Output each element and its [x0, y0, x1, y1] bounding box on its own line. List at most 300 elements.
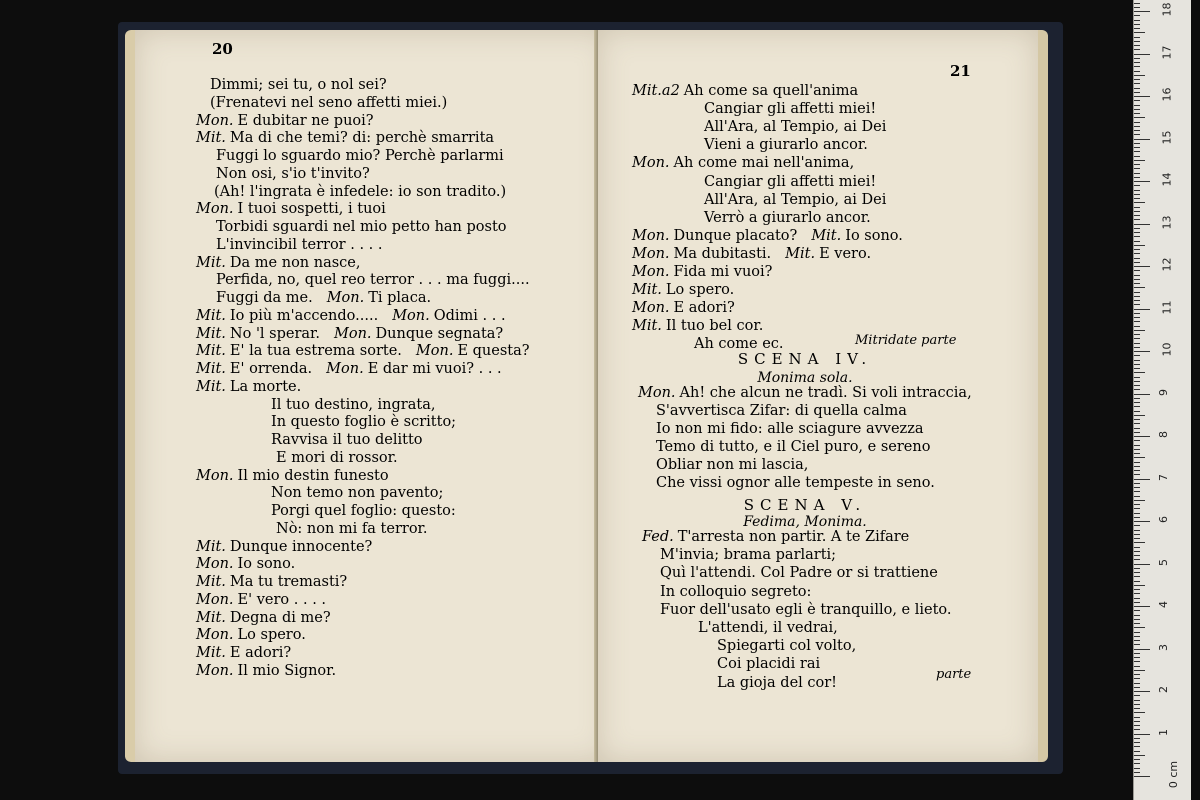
- ruler-tick: [1134, 338, 1140, 339]
- ruler-tick: [1134, 483, 1140, 484]
- ruler-tick: [1134, 704, 1140, 705]
- ruler-tick: [1134, 640, 1140, 641]
- ruler-tick: [1134, 292, 1140, 293]
- ruler-tick: [1134, 415, 1145, 416]
- scene-4-subheading: Monima sola.: [757, 370, 853, 386]
- ruler-tick: [1134, 364, 1140, 365]
- speaker-label: Mon.: [638, 385, 676, 401]
- ruler-tick: [1134, 275, 1140, 276]
- speaker-label: Mon.: [632, 300, 670, 317]
- verse-text: T'arresta non partir. A te Zifare: [677, 529, 910, 545]
- ruler-tick: [1134, 279, 1140, 280]
- verse-text: Ma di che temi? di: perchè smarrita: [229, 130, 495, 147]
- ruler-tick: [1134, 517, 1140, 518]
- ruler-tick: [1134, 45, 1140, 46]
- ruler-tick: [1134, 49, 1140, 50]
- verse-text: E dar mi vuoi? . . .: [367, 361, 502, 377]
- ruler-tick: [1134, 649, 1150, 650]
- text-line: [632, 263, 772, 281]
- ruler-tick: [1134, 538, 1140, 539]
- verse-text: Fuggi lo sguardo mio? Perchè parlarmi: [216, 148, 504, 164]
- ruler-tick: [1134, 219, 1140, 220]
- text-line: [216, 236, 383, 254]
- ruler-tick: [1134, 313, 1140, 314]
- ruler-tick: [1134, 88, 1140, 89]
- speaker-label: Mon.: [196, 112, 234, 129]
- speaker-label: Mon.: [392, 307, 430, 324]
- ruler-tick: [1134, 712, 1145, 713]
- ruler-tick: [1134, 755, 1145, 756]
- ruler-tick: [1134, 309, 1150, 310]
- text-line: [632, 245, 871, 263]
- ruler-tick: [1134, 122, 1140, 123]
- text-line: [271, 413, 456, 431]
- ruler-tick: [1134, 508, 1140, 509]
- ruler-tick: [1134, 466, 1140, 467]
- ruler-tick: [1134, 304, 1140, 305]
- ruler-tick: [1134, 79, 1140, 80]
- ruler-tick: [1134, 772, 1140, 773]
- ruler-tick: [1134, 411, 1140, 412]
- ruler-tick: [1134, 211, 1140, 212]
- text-line: [632, 299, 735, 317]
- verse-text: Ah come ec.: [694, 336, 784, 353]
- ruler-tick: [1134, 487, 1140, 488]
- ruler-tick: [1134, 462, 1140, 463]
- ruler-tick: [1134, 66, 1140, 67]
- ruler-tick: [1134, 653, 1140, 654]
- ruler-tick: [1134, 241, 1140, 242]
- verse-text: Spiegarti col volto,: [717, 638, 857, 655]
- ruler-tick: [1134, 623, 1140, 624]
- ruler-tick: [1134, 398, 1140, 399]
- ruler-tick: [1134, 126, 1140, 127]
- text-line: [717, 637, 856, 655]
- ruler-tick: [1134, 232, 1140, 233]
- ruler-tick: [1134, 62, 1140, 63]
- verse-text: Il tuo destino, ingrata,: [271, 396, 436, 413]
- verse-text: S'avvertisca Zifar: di quella calma: [656, 403, 907, 419]
- verse-text: E questa?: [457, 343, 530, 360]
- verse-text: Quì l'attendi. Col Padre or si trattiene: [660, 565, 938, 582]
- ruler-tick: [1134, 585, 1145, 586]
- verse-text: Ah come mai nell'anima,: [673, 155, 855, 172]
- ruler-label: 10: [1160, 342, 1174, 357]
- speaker-label: Mon.: [415, 343, 454, 360]
- speaker-label: Mit.: [811, 227, 842, 244]
- text-line: [196, 129, 494, 147]
- ruler-tick: [1134, 296, 1140, 297]
- verse-text: Temo di tutto, e il Ciel puro, e sereno: [656, 439, 931, 455]
- ruler-tick: [1134, 58, 1140, 59]
- text-line: [704, 118, 886, 136]
- ruler-label: 14: [1160, 172, 1174, 187]
- ruler-tick: [1134, 202, 1145, 203]
- ruler-tick: [1134, 75, 1145, 76]
- text-line: [196, 254, 361, 272]
- verse-text: Vieni a giurarlo ancor.: [704, 137, 868, 154]
- verse-text: E' vero . . . .: [237, 591, 327, 608]
- speaker-label: Mit.: [196, 307, 226, 324]
- ruler-tick: [1134, 589, 1140, 590]
- ruler-tick: [1134, 54, 1150, 55]
- ruler-tick: [1134, 632, 1140, 633]
- ruler-tick: [1134, 759, 1140, 760]
- text-line: [271, 396, 435, 414]
- ruler-label: 9: [1157, 388, 1170, 396]
- ruler-tick: [1134, 394, 1150, 395]
- verse-text: Io sono.: [237, 556, 296, 573]
- ruler-tick: [1134, 300, 1140, 301]
- ruler-tick: [1134, 657, 1140, 658]
- text-line: [271, 502, 456, 520]
- scene-4-heading: SCENA IV.: [737, 350, 873, 368]
- ruler-tick: [1134, 190, 1140, 191]
- verse-text: Dunque innocente?: [229, 538, 373, 555]
- text-line: [196, 307, 506, 325]
- ruler-tick: [1134, 674, 1140, 675]
- speaker-label: Mit.: [196, 325, 226, 342]
- ruler-tick: [1134, 194, 1140, 195]
- text-line: [704, 191, 886, 209]
- verse-text: Che vissi ognor alle tempeste in seno.: [656, 475, 935, 491]
- verse-text: Porgi quel foglio: questo:: [271, 503, 456, 519]
- text-line: [704, 173, 876, 191]
- ruler-tick: [1134, 670, 1145, 671]
- ruler-tick: [1134, 151, 1140, 152]
- speaker-label: Mit.: [196, 361, 226, 377]
- text-line: [214, 183, 506, 201]
- verse-text: Fida mi vuoi?: [673, 264, 773, 280]
- ruler-tick: [1134, 470, 1140, 471]
- speaker-label: Fed.: [642, 529, 674, 545]
- ruler-tick: [1134, 746, 1140, 747]
- ruler-tick: [1134, 262, 1140, 263]
- text-line: [196, 112, 374, 130]
- ruler-tick: [1134, 708, 1140, 709]
- speaker-label: Mon.: [632, 245, 670, 262]
- ruler-label: 18: [1160, 2, 1174, 17]
- ruler-tick: [1134, 24, 1140, 25]
- verse-text: La gioja del cor!: [717, 674, 838, 691]
- text-line: [196, 538, 372, 556]
- ruler-label: 7: [1157, 473, 1170, 481]
- ruler-tick: [1134, 436, 1150, 437]
- ruler-tick: [1134, 530, 1140, 531]
- verse-text: Odimi . . .: [433, 307, 506, 324]
- text-line: [196, 342, 530, 360]
- text-line: [196, 555, 295, 573]
- speaker-label: Mit.: [196, 378, 226, 395]
- ruler-tick: [1134, 721, 1140, 722]
- text-line: [196, 573, 347, 591]
- speaker-label: Mon.: [196, 591, 234, 608]
- ruler-tick: [1134, 666, 1140, 667]
- ruler-tick: [1134, 236, 1140, 237]
- ruler-tick: [1134, 177, 1140, 178]
- ruler-tick: [1134, 83, 1140, 84]
- ruler-tick: [1134, 474, 1140, 475]
- speaker-label: Mit.: [196, 130, 226, 147]
- text-line: [632, 281, 734, 299]
- speaker-label: Mon.: [196, 201, 234, 218]
- verse-text: E dubitar ne puoi?: [237, 112, 374, 129]
- ruler-label: 17: [1160, 45, 1174, 59]
- speaker-label: Mit.: [632, 282, 662, 299]
- verse-text: Nò: non mi fa terror.: [276, 520, 428, 537]
- verse-text: All'Ara, al Tempio, ai Dei: [704, 191, 887, 208]
- speaker-label: Mit.: [196, 343, 226, 360]
- text-line: [660, 564, 938, 582]
- ruler-tick: [1134, 598, 1140, 599]
- ruler-tick: [1134, 576, 1140, 577]
- verse-text: Ah come sa quell'anima: [683, 83, 859, 99]
- verse-text: I tuoi sospetti, i tuoi: [237, 201, 386, 218]
- verse-text: In questo foglio è scritto;: [271, 414, 457, 431]
- ruler-tick: [1134, 534, 1140, 535]
- text-line: [196, 662, 336, 680]
- text-line: [660, 546, 836, 564]
- verse-text: E adori?: [229, 645, 292, 661]
- ruler-tick: [1134, 695, 1140, 696]
- text-line: [632, 317, 763, 335]
- measurement-ruler: [1133, 0, 1191, 800]
- text-line: [276, 520, 428, 538]
- ruler-tick: [1134, 168, 1140, 169]
- verse-text: Verrò a giurarlo ancor.: [704, 209, 871, 226]
- ruler-tick: [1134, 143, 1140, 144]
- ruler-tick: [1134, 381, 1140, 382]
- ruler-tick: [1134, 355, 1140, 356]
- text-line: [704, 209, 871, 227]
- verse-text: Cangiar gli affetti miei!: [704, 173, 877, 190]
- ruler-label: 4: [1157, 601, 1170, 608]
- verse-text: Ma dubitasti.: [673, 245, 772, 262]
- exit-note-fedima: parte: [936, 667, 972, 682]
- ruler-tick: [1134, 160, 1145, 161]
- ruler-tick: [1134, 725, 1140, 726]
- verse-text: La morte.: [229, 378, 302, 395]
- text-line: [271, 431, 423, 449]
- ruler-tick: [1134, 619, 1140, 620]
- text-line: [210, 94, 447, 112]
- ruler-tick: [1134, 564, 1150, 565]
- text-line: [196, 609, 331, 627]
- ruler-tick: [1134, 287, 1145, 288]
- verse-text: M'invia; brama parlarti;: [660, 547, 837, 564]
- ruler-tick: [1134, 228, 1140, 229]
- ruler-tick: [1134, 71, 1140, 72]
- text-line: [632, 82, 858, 100]
- verse-text: Ah! che alcun ne tradì. Si voli intraccia,: [679, 385, 972, 401]
- ruler-tick: [1134, 389, 1140, 390]
- ruler-tick: [1134, 105, 1140, 106]
- ruler-label: 12: [1160, 257, 1174, 272]
- ruler-tick: [1134, 326, 1140, 327]
- verse-text: Il mio Signor.: [237, 662, 337, 679]
- ruler-tick: [1134, 41, 1140, 42]
- ruler-tick: [1134, 130, 1140, 131]
- text-line: [660, 583, 811, 601]
- verse-text: Lo spero.: [665, 282, 735, 299]
- ruler-tick: [1134, 330, 1145, 331]
- ruler-tick: [1134, 351, 1150, 352]
- ruler-tick: [1134, 258, 1140, 259]
- ruler-label: 13: [1160, 215, 1174, 229]
- ruler-tick: [1134, 360, 1140, 361]
- ruler-tick: [1134, 568, 1140, 569]
- ruler-tick: [1134, 164, 1140, 165]
- speaker-label: Mon.: [632, 264, 670, 280]
- verse-text: Cangiar gli affetti miei!: [704, 101, 877, 118]
- verse-text: Obliar non mi lascia,: [656, 457, 809, 473]
- ruler-tick: [1134, 317, 1140, 318]
- text-line: [216, 218, 507, 236]
- ruler-tick: [1134, 100, 1140, 101]
- verse-text: Ma tu tremasti?: [229, 574, 348, 590]
- verse-text: Io più m'accendo.....: [229, 307, 379, 324]
- text-line: [632, 154, 854, 172]
- verse-text: No 'l sperar.: [229, 325, 321, 342]
- ruler-tick: [1134, 185, 1140, 186]
- ruler-tick: [1134, 37, 1140, 38]
- ruler-tick: [1134, 593, 1140, 594]
- ruler-tick: [1134, 521, 1150, 522]
- text-line: [632, 227, 903, 245]
- ruler-tick: [1134, 253, 1140, 254]
- verse-text: E adori?: [673, 300, 735, 317]
- ruler-label: 1: [1157, 728, 1170, 736]
- verse-text: Ti placa.: [368, 290, 432, 306]
- ruler-tick: [1134, 11, 1150, 12]
- ruler-tick: [1134, 551, 1140, 552]
- ruler-tick: [1134, 683, 1140, 684]
- verse-text: In colloquio segreto:: [660, 583, 812, 600]
- verse-text: (Ah! l'ingrata è infedele: io son tradito.): [214, 183, 507, 200]
- ruler-label: 0 cm: [1167, 760, 1181, 789]
- ruler-tick: [1134, 440, 1140, 441]
- ruler-tick: [1134, 245, 1145, 246]
- text-line: [196, 378, 301, 396]
- verse-text: Dimmi; sei tu, o nol sei?: [210, 77, 387, 93]
- speaker-label: Mit.: [785, 245, 816, 262]
- ruler-label: 2: [1157, 686, 1170, 693]
- text-line: [196, 325, 503, 343]
- ruler-tick: [1134, 334, 1140, 335]
- ruler-tick: [1134, 768, 1140, 769]
- ruler-tick: [1134, 572, 1140, 573]
- ruler-label: 3: [1157, 643, 1170, 651]
- ruler-tick: [1134, 610, 1140, 611]
- ruler-tick: [1134, 96, 1150, 97]
- ruler-tick: [1134, 457, 1145, 458]
- ruler-tick: [1134, 270, 1140, 271]
- ruler-tick: [1134, 207, 1140, 208]
- text-line: [642, 528, 909, 546]
- ruler-tick: [1134, 7, 1140, 8]
- ruler-tick: [1134, 377, 1140, 378]
- ruler-tick: [1134, 385, 1140, 386]
- ruler-tick: [1134, 602, 1140, 603]
- ruler-tick: [1134, 117, 1145, 118]
- speaker-label: Mon.: [196, 662, 234, 679]
- verse-text: Io sono.: [845, 227, 903, 244]
- ruler-tick: [1134, 28, 1140, 29]
- text-line: [196, 467, 389, 485]
- verse-text: L'invincibil terror . . . .: [216, 236, 383, 253]
- ruler-tick: [1134, 627, 1145, 628]
- speaker-label: Mon.: [196, 627, 234, 644]
- ruler-tick: [1134, 419, 1140, 420]
- ruler-tick: [1134, 644, 1140, 645]
- verse-text: All'Ara, al Tempio, ai Dei: [704, 119, 887, 136]
- ruler-tick: [1134, 215, 1140, 216]
- verse-text: Perfida, no, quel reo terror . . . ma fuggi....: [216, 272, 530, 289]
- verse-text: Non osi, s'io t'invito?: [216, 165, 370, 182]
- text-line: [196, 591, 326, 609]
- text-line: [717, 655, 820, 673]
- ruler-tick: [1134, 372, 1145, 373]
- ruler-tick: [1134, 156, 1140, 157]
- verse-text: Torbidi sguardi nel mio petto han posto: [216, 219, 507, 235]
- ruler-tick: [1134, 717, 1140, 718]
- text-line: [704, 136, 868, 154]
- ruler-tick: [1134, 504, 1140, 505]
- text-line: [656, 474, 935, 492]
- ruler-tick: [1134, 547, 1140, 548]
- ruler-tick: [1134, 606, 1150, 607]
- speaker-label: Mon.: [632, 227, 670, 244]
- verse-text: Dunque placato?: [673, 227, 798, 244]
- ruler-tick: [1134, 738, 1140, 739]
- right-page-number: 21: [950, 62, 971, 80]
- ruler-tick: [1134, 581, 1140, 582]
- speaker-label: Mit.: [196, 254, 226, 271]
- verse-text: E' la tua estrema sorte.: [229, 343, 402, 360]
- ruler-tick: [1134, 147, 1140, 148]
- ruler-label: 16: [1160, 87, 1174, 102]
- ruler-tick: [1134, 453, 1140, 454]
- ruler-tick: [1134, 198, 1140, 199]
- ruler-tick: [1134, 542, 1145, 543]
- ruler-tick: [1134, 266, 1150, 267]
- text-line: [656, 420, 924, 438]
- ruler-tick: [1134, 406, 1140, 407]
- scene-5-heading: SCENA V.: [743, 496, 867, 514]
- speaker-label: Mon.: [326, 290, 365, 306]
- ruler-tick: [1134, 3, 1140, 4]
- speaker-label: Mon.: [196, 467, 234, 484]
- ruler-tick: [1134, 134, 1140, 135]
- ruler-tick: [1134, 109, 1140, 110]
- speaker-label: Mon.: [196, 556, 234, 573]
- ruler-tick: [1134, 496, 1140, 497]
- ruler-tick: [1134, 224, 1150, 225]
- ruler-tick: [1134, 347, 1140, 348]
- ruler-tick: [1134, 763, 1140, 764]
- ruler-tick: [1134, 700, 1140, 701]
- speaker-label: Mon.: [326, 361, 364, 377]
- ruler-tick: [1134, 491, 1140, 492]
- ruler-tick: [1134, 687, 1140, 688]
- text-line: [656, 438, 930, 456]
- left-page-number: 20: [212, 40, 233, 58]
- ruler-tick: [1134, 249, 1140, 250]
- exit-note-mitridate: Mitridate parte: [855, 333, 957, 348]
- ruler-tick: [1134, 32, 1145, 33]
- text-line: [216, 289, 431, 307]
- text-line: [216, 165, 370, 183]
